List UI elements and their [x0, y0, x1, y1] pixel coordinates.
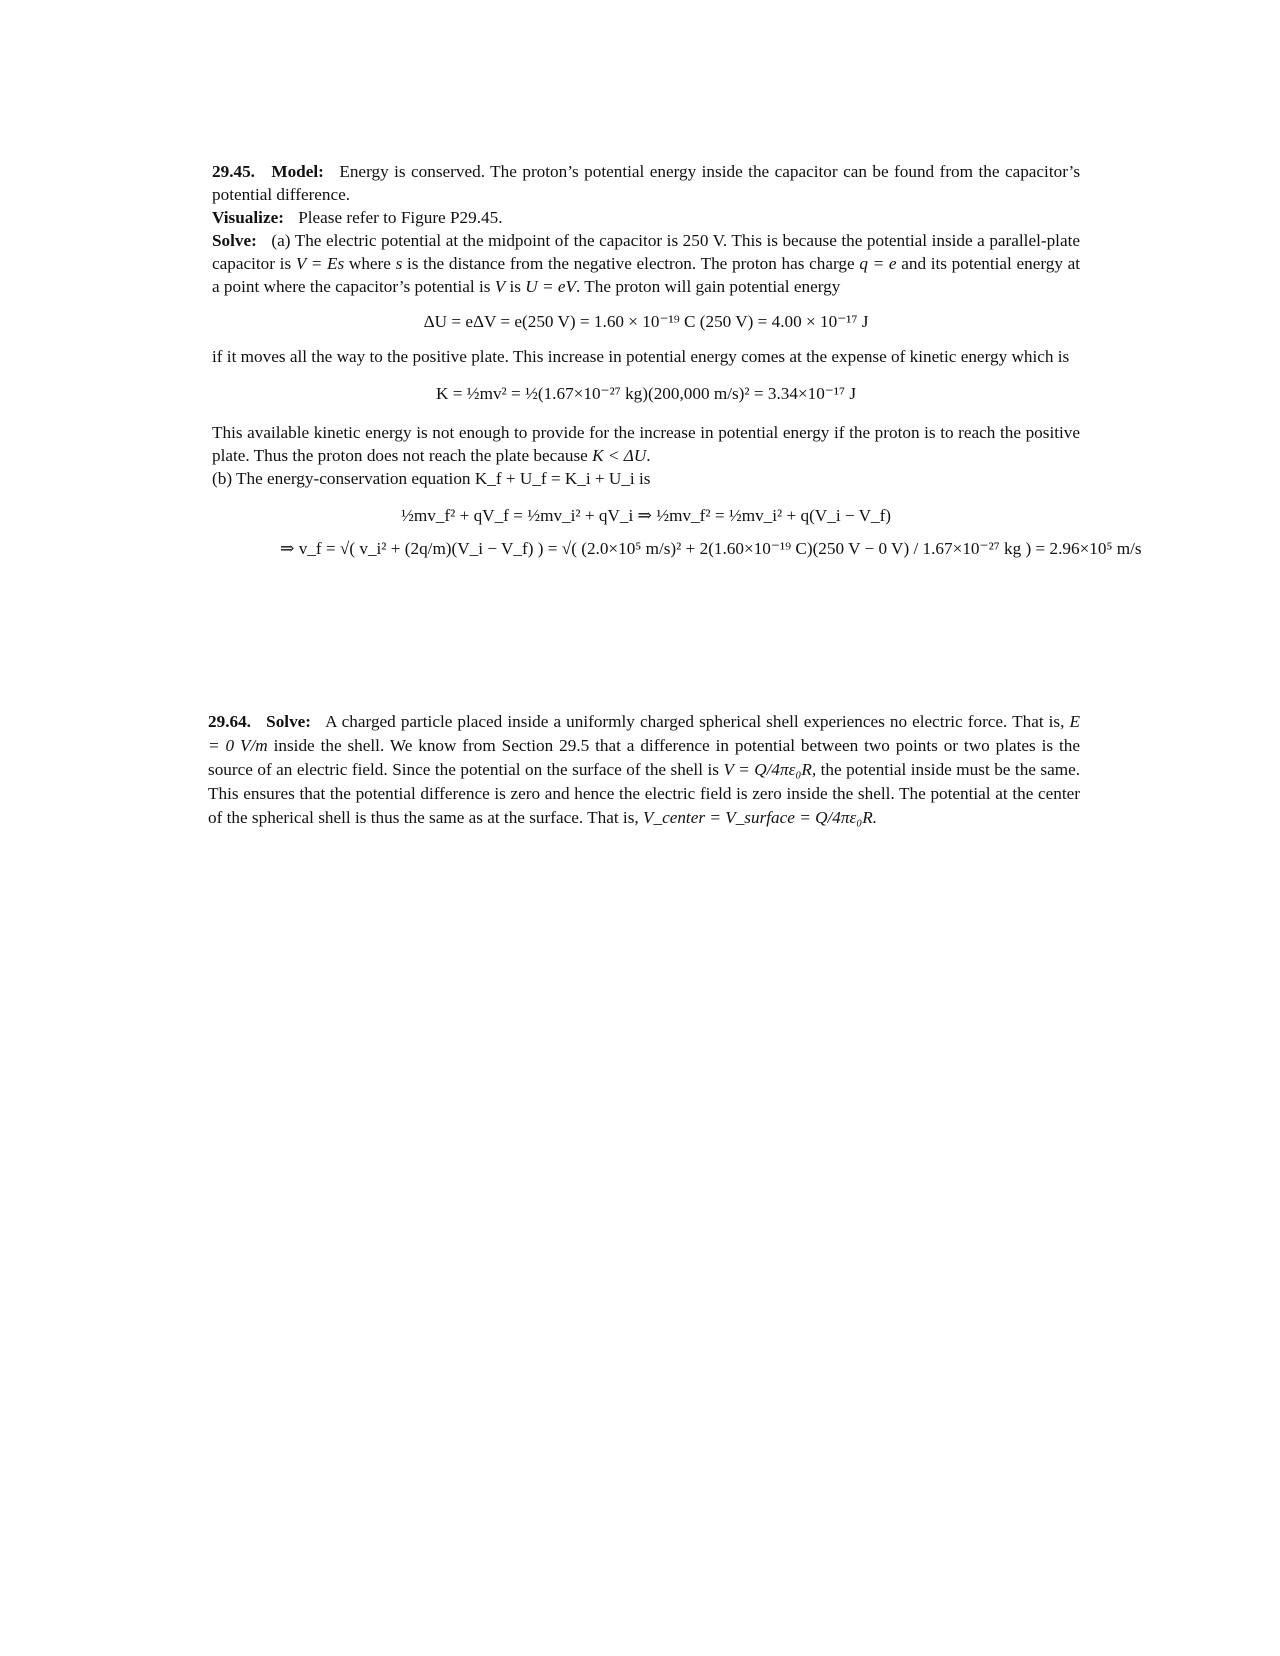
solve-a-text-1: (a) The electric potential at the midpoint of the capacitor is 250 V. This is because the potential inside a parallel-plate capacitor is: [212, 231, 1080, 273]
problem-number: 29.64.: [208, 712, 251, 731]
solve-a-var-s: s: [395, 254, 403, 273]
formula-v-surface: V = Q/4πε₀R,: [723, 760, 817, 779]
solve-a-text-4: and its potential energy at a point where the capacitor’s potential is: [212, 254, 1081, 296]
problem-number: 29.45.: [212, 162, 255, 181]
conclusion-a-text: This available kinetic energy is not enough to provide for the increase in potential energy if the proton is to reach the positive plate. Thus the proton does not reach the plate because: [212, 423, 1080, 465]
solve-29-64-paragraph: [208, 710, 1080, 830]
solve-a-text-3: is the distance from the negative electron. The proton has charge: [407, 254, 855, 273]
solve-label: Solve:: [212, 231, 257, 250]
text-2: inside the shell. We know from Section 29.5 that a difference in potential between two points or two plates is the source of an electric field. Since the potential on the surface of the shell is: [208, 736, 1081, 779]
solve-a-text-6: . The proton will gain potential energy: [576, 277, 841, 296]
visualize-paragraph: [212, 206, 1080, 229]
solve-a-text-5: is: [509, 277, 521, 296]
equation-final-velocity: [212, 537, 1142, 560]
solution-29-45: [212, 160, 1142, 560]
solve-a-formula-u: U = eV: [525, 277, 577, 296]
solve-a-formula-q: q = e: [859, 254, 897, 273]
inequality-k-du: K < ΔU: [592, 446, 647, 465]
solve-a-formula-v-es: V = Es: [295, 254, 345, 273]
conclusion-a-paragraph: [212, 421, 1080, 467]
text-1: A charged particle placed inside a uniformly charged spherical shell experiences no electric force. That is,: [325, 712, 1065, 731]
solve-a-var-v: V: [494, 277, 506, 296]
visualize-label: Visualize:: [212, 208, 284, 227]
model-label: Model:: [271, 162, 324, 181]
formula-e-zero: E = 0 V/m: [208, 712, 1080, 755]
solve-a-text-2: where: [348, 254, 391, 273]
model-paragraph: [212, 160, 1080, 206]
kinetic-energy-paragraph: if it moves all the way to the positive plate. This increase in potential energy comes at the expense of kinetic energy which is: [212, 347, 1070, 366]
final-velocity-expression: ⇒ v_f = √( v_i² + (2q/m)(V_i − V_f) ) = √( (2.0×10⁵ m/s)² + 2(1.60×10⁻¹⁹ C)(250 V − 0 V) / 1.67×10⁻²⁷ kg ): [280, 539, 1032, 558]
solution-29-64: [208, 710, 1080, 830]
equation-energy-conservation: ½mv_f² + qV_f = ½mv_i² + qV_i ⇒ ½mv_f² = ½mv_i² + q(V_i − V_f): [400, 506, 892, 525]
conclusion-a-period: .: [646, 446, 651, 465]
solve-a-paragraph: [212, 229, 1080, 298]
final-velocity-result: = 2.96×10⁵ m/s: [1035, 539, 1142, 558]
visualize-text: Please refer to Figure P29.45.: [298, 208, 503, 227]
equation-delta-u: ΔU = eΔV = e(250 V) = 1.60 × 10⁻¹⁹ C (250 V) = 4.00 × 10⁻¹⁷ J: [423, 312, 869, 331]
formula-v-center: V_center = V_surface = Q/4πε₀R.: [642, 808, 878, 827]
text-3: the potential inside must be the same. This ensures that the potential difference is zero and hence the electric field is zero inside the shell. The potential at the center of the spherical shell is thus the same as at the surface. That is,: [208, 760, 1081, 827]
solve-label: Solve:: [266, 712, 312, 731]
model-text: Energy is conserved. The proton’s potential energy inside the capacitor can be found from the capacitor’s potential difference.: [212, 162, 1081, 204]
equation-kinetic-energy: K = ½mv² = ½(1.67×10⁻²⁷ kg)(200,000 m/s)² = 3.34×10⁻¹⁷ J: [435, 384, 857, 403]
part-b-paragraph: (b) The energy-conservation equation K_f + U_f = K_i + U_i is: [212, 469, 651, 488]
